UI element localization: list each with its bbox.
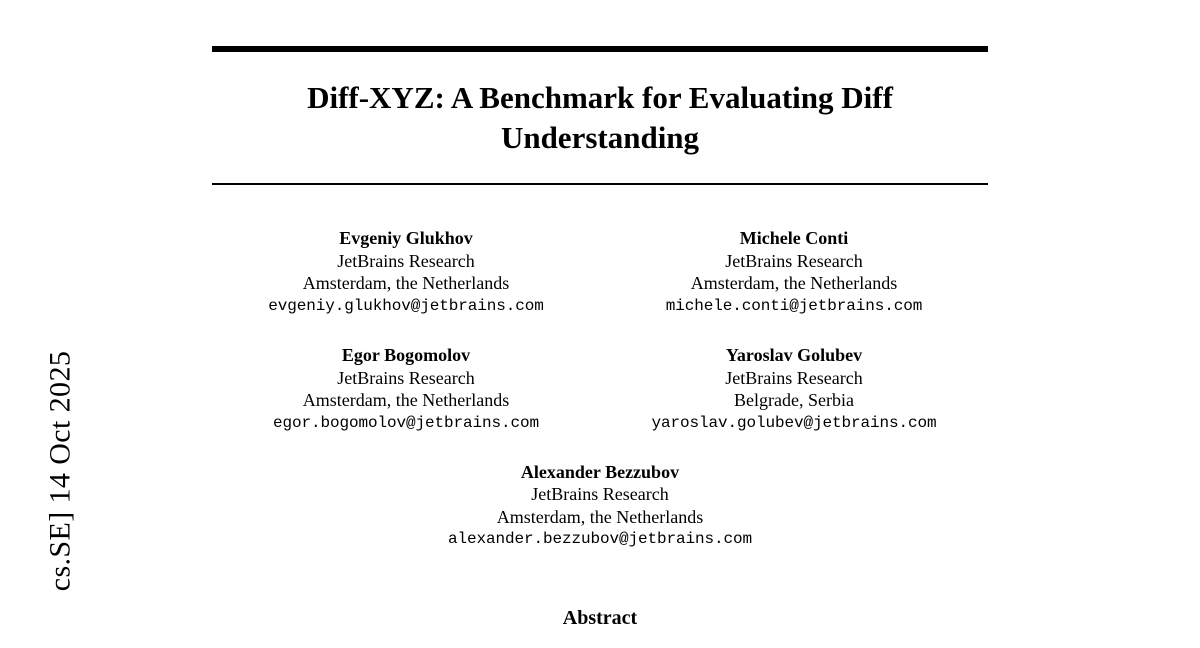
- author-entry: [600, 227, 988, 318]
- author-affiliation: JetBrains Research: [531, 484, 669, 505]
- author-email[interactable]: yaroslav.golubev@jetbrains.com: [651, 413, 937, 432]
- author-affiliation: JetBrains Research: [337, 250, 475, 271]
- author-affiliation: JetBrains Research: [337, 367, 475, 388]
- author-entry: [212, 227, 600, 318]
- author-location: Amsterdam, the Netherlands: [496, 506, 704, 527]
- paper-page: [212, 0, 988, 648]
- author-email[interactable]: alexander.bezzubov@jetbrains.com: [447, 530, 753, 549]
- arxiv-identifier-stamp: [0, 0, 120, 648]
- author-affiliation: JetBrains Research: [725, 250, 863, 271]
- author-name: Evgeniy Glukhov: [339, 228, 473, 249]
- author-block: [212, 227, 988, 577]
- author-name: Yaroslav Golubev: [725, 345, 863, 366]
- title-rule-bottom: [212, 183, 988, 185]
- author-name: Egor Bogomolov: [341, 345, 471, 366]
- arxiv-stamp-text: cs.SE] 14 Oct 2025: [43, 350, 77, 592]
- author-email[interactable]: evgeniy.glukhov@jetbrains.com: [268, 296, 544, 315]
- abstract-heading: Abstract: [562, 607, 638, 630]
- author-name: Alexander Bezzubov: [520, 461, 680, 482]
- author-location: Amsterdam, the Netherlands: [302, 390, 510, 411]
- author-location: Belgrade, Serbia: [734, 390, 854, 411]
- author-name: Michele Conti: [739, 228, 849, 249]
- author-entry: [600, 344, 988, 435]
- author-entry: [212, 344, 600, 435]
- page-title: Diff-XYZ: A Benchmark for Evaluating Diff Understanding: [307, 80, 893, 155]
- author-entry: [212, 461, 988, 552]
- author-email[interactable]: michele.conti@jetbrains.com: [665, 296, 923, 315]
- author-location: Amsterdam, the Netherlands: [690, 273, 898, 294]
- author-email[interactable]: egor.bogomolov@jetbrains.com: [272, 413, 540, 432]
- author-affiliation: JetBrains Research: [725, 367, 863, 388]
- author-location: Amsterdam, the Netherlands: [302, 273, 510, 294]
- title-rule-top: [212, 46, 988, 52]
